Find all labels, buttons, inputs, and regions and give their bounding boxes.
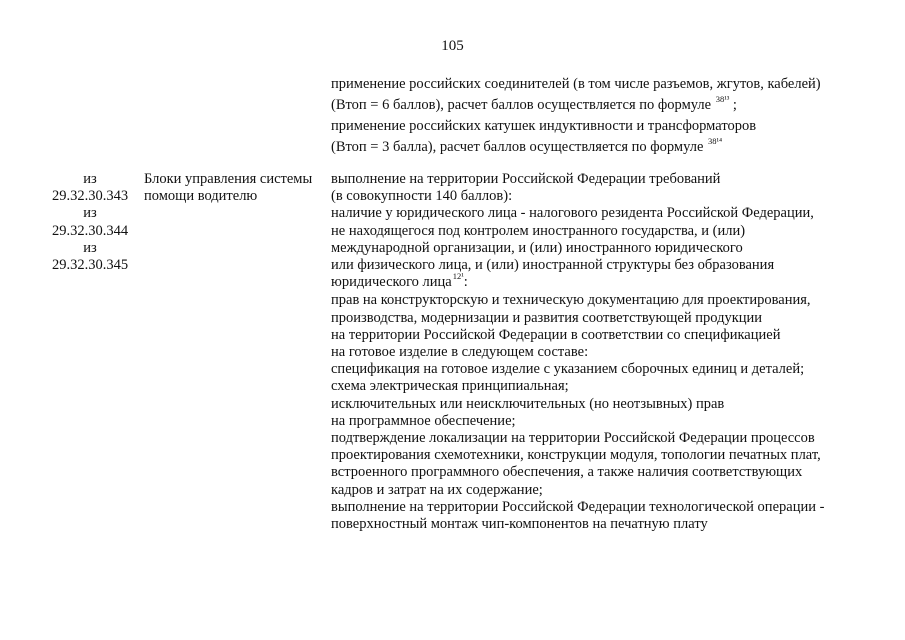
line-text: не находящегося под контролем иностранного государства, и (или) xyxy=(331,222,746,239)
requirement-line xyxy=(331,271,871,292)
okpd-code-cell xyxy=(44,171,136,274)
requirement-line xyxy=(331,171,871,188)
line-text: кадров и затрат на их содержание; xyxy=(331,481,543,498)
line-text: спецификация на готовое изделие с указанием сборочных единиц и деталей; xyxy=(331,361,805,378)
requirement-line xyxy=(331,205,871,222)
footnote-ref: 12¹ xyxy=(452,271,464,282)
line-text: проектирования схемотехники, конструкции модуля, топологии печатных плат, xyxy=(331,447,821,464)
footnote-ref: 38¹⁴ xyxy=(708,136,723,147)
requirement-line xyxy=(331,344,871,361)
requirement-line xyxy=(331,327,871,344)
line-text: поверхностный монтаж чип-компонентов на печатную плату xyxy=(331,516,708,533)
intro-line xyxy=(331,76,871,93)
code-line: 29.32.30.345 xyxy=(51,257,129,274)
code-line: из xyxy=(83,239,97,256)
footnote-ref: 38¹³ xyxy=(715,94,730,105)
code-line: из xyxy=(83,171,97,187)
line-text: (в совокупности 140 баллов): xyxy=(331,188,513,205)
line-text: встроенного программного обеспечения, а также наличия соответствующих xyxy=(331,464,803,481)
requirement-line xyxy=(331,223,871,240)
requirements-cell xyxy=(331,171,871,533)
code-line: 29.32.30.343 xyxy=(51,188,129,205)
intro-requirements xyxy=(331,76,871,160)
line-tail: ; xyxy=(729,97,737,114)
line-text: наличие у юридического лица - налогового резидента Российской Федерации, xyxy=(331,205,814,222)
line-text: юридического лица xyxy=(331,274,452,291)
line-text: прав на конструкторскую и техническую документацию для проектирования, xyxy=(331,292,811,309)
product-name-cell xyxy=(144,171,324,205)
requirement-line xyxy=(331,292,871,309)
requirement-line xyxy=(331,516,871,533)
line-tail: : xyxy=(463,274,468,291)
line-text: или физического лица, и (или) иностранной структуры без образования xyxy=(331,257,775,274)
requirement-line xyxy=(331,361,871,378)
line-text: производства, модернизации и развития соответствующей продукции xyxy=(331,309,763,326)
requirement-line xyxy=(331,447,871,464)
requirement-line xyxy=(331,257,871,274)
code-line: 29.32.30.344 xyxy=(51,222,129,239)
line-text: на готовое изделие в следующем составе: xyxy=(331,344,589,361)
requirement-line xyxy=(331,464,871,481)
line-text: выполнение на территории Российской Федерации технологической операции - xyxy=(331,498,825,515)
line-text: на территории Российской Федерации в соответствии со спецификацией xyxy=(331,326,781,343)
line-text: применение российских катушек индуктивности и трансформаторов xyxy=(331,118,757,135)
line-text: схема электрическая принципиальная; xyxy=(331,378,569,395)
requirement-line xyxy=(331,482,871,499)
requirement-line xyxy=(331,378,871,395)
line-text: (Втоп = 6 баллов), расчет баллов осуществляется по формуле xyxy=(331,97,715,114)
line-text: (Втоп = 3 балла), расчет баллов осуществляется по формуле xyxy=(331,139,708,156)
requirement-line xyxy=(331,499,871,516)
line-text: подтверждение локализации на территории Российской Федерации процессов xyxy=(331,430,815,447)
line-text: международной организации, и (или) иностранного юридического xyxy=(331,239,743,256)
requirement-line xyxy=(331,188,871,205)
intro-line xyxy=(331,135,871,160)
name-line: помощи водителю xyxy=(144,188,258,205)
code-line: из xyxy=(83,205,97,222)
line-text: выполнение на территории Российской Федерации требований xyxy=(331,171,721,187)
line-text: применение российских соединителей (в том числе разъемов, жгутов, кабелей) xyxy=(331,76,821,92)
page-number: 105 xyxy=(441,38,464,54)
requirement-line xyxy=(331,310,871,327)
requirement-line xyxy=(331,430,871,447)
requirement-line xyxy=(331,413,871,430)
name-line: Блоки управления системы xyxy=(144,171,313,187)
line-text: на программное обеспечение; xyxy=(331,412,516,429)
intro-line xyxy=(331,118,871,135)
intro-line xyxy=(331,93,871,118)
requirement-line xyxy=(331,396,871,413)
requirement-line xyxy=(331,240,871,257)
line-text: исключительных или неисключительных (но неотзывных) прав xyxy=(331,395,725,412)
